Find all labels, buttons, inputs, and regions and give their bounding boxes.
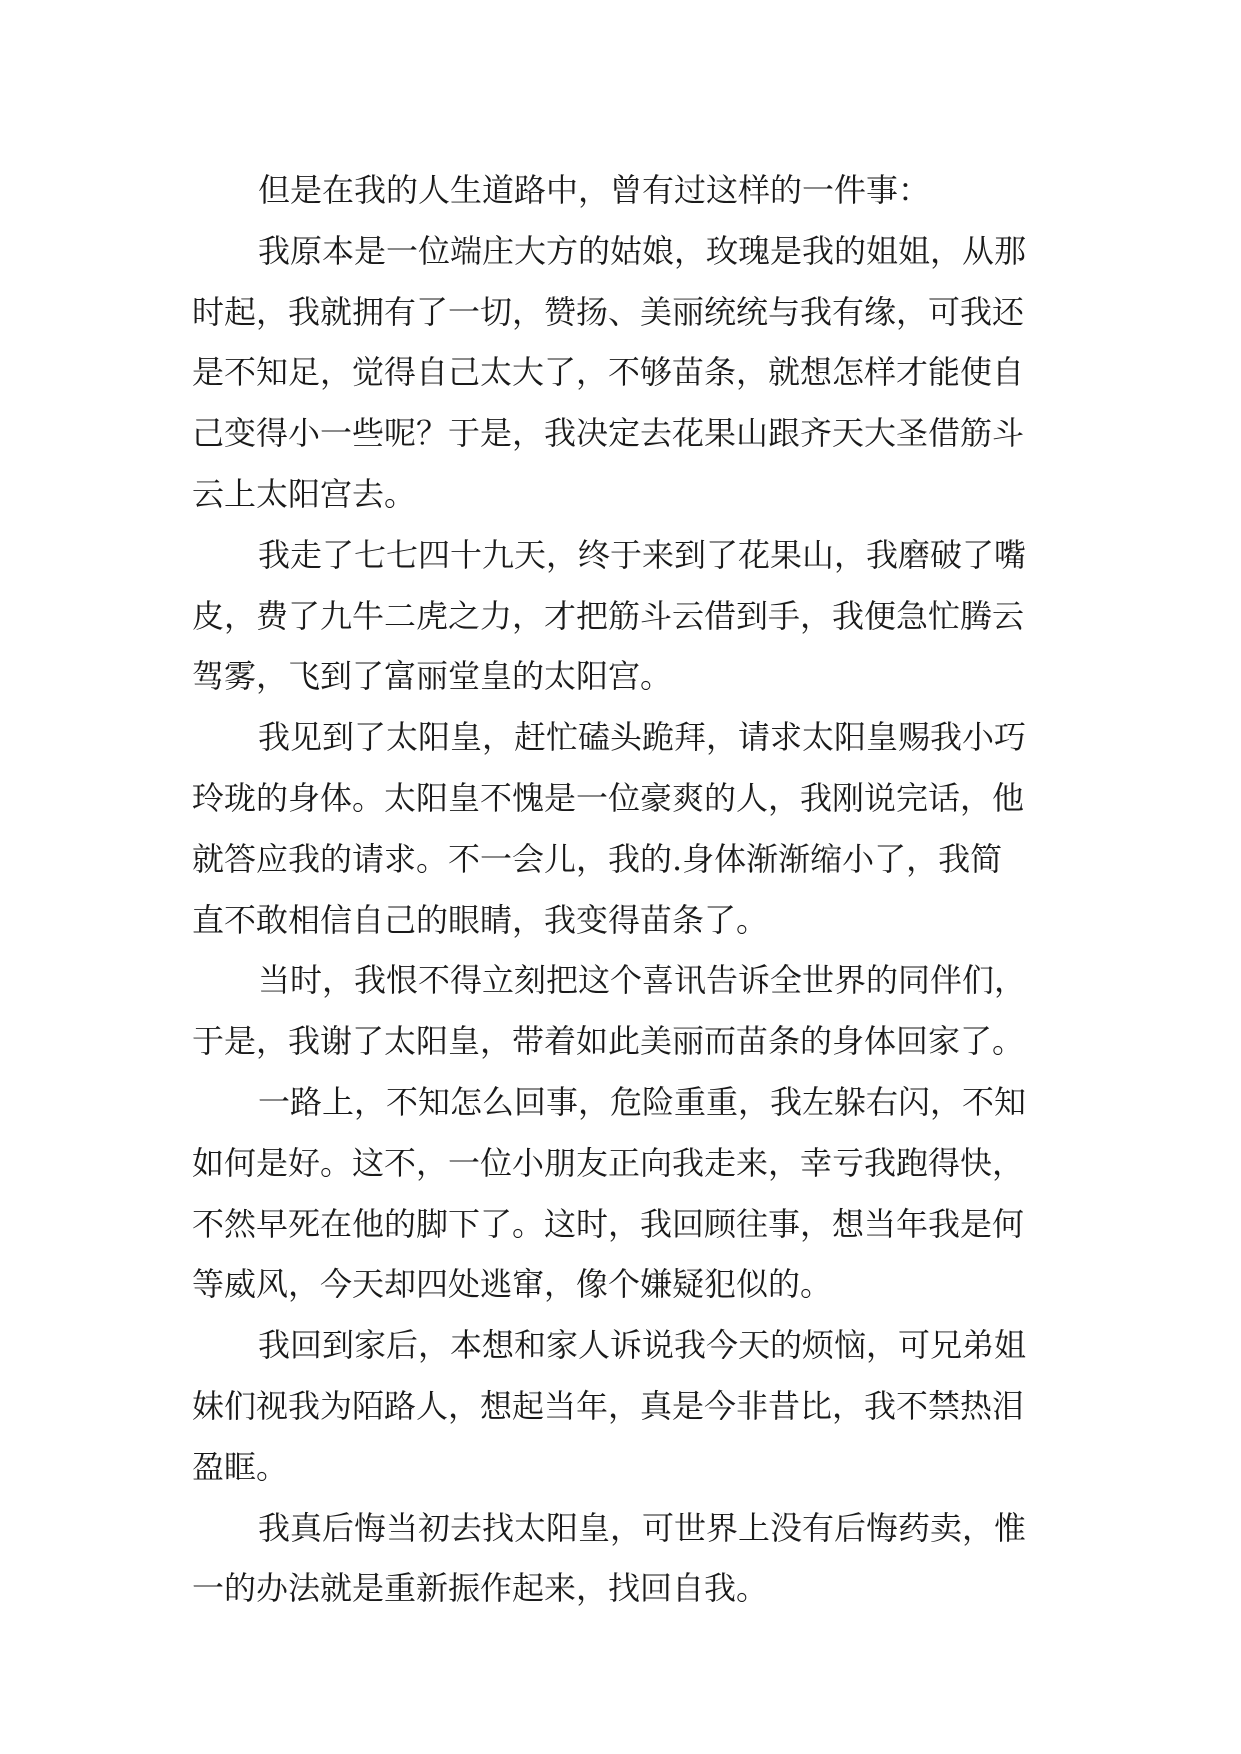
paragraph-6: 一路上，不知怎么回事，危险重重，我左躲右闪，不知 如何是好。这不，一位小朋友正向我走来，幸亏我跑得快， 不然早死在他的脚下了。这时，我回顾往事，想当年我是何 等威风，今天却四处逃窜，像个嫌疑犯似的。: [192, 1082, 1027, 1304]
paragraph-7: 我回到家后，本想和家人诉说我今天的烦恼，可兄弟姐 妹们视我为陌路人，想起当年，真是今非昔比，我不禁热泪 盈眶。: [192, 1326, 1027, 1486]
paragraph-5: 当时，我恨不得立刻把这个喜讯告诉全世界的同伴们， 于是，我谢了太阳皇，带着如此美丽而苗条的身体回家了。: [192, 961, 1027, 1061]
paragraph-8: 我真后悔当初去找太阳皇，可世界上没有后悔药卖，惟 一的办法就是重新振作起来，找回自我。: [192, 1508, 1027, 1608]
paragraph-4: 我见到了太阳皇，赶忙磕头跪拜，请求太阳皇赐我小巧 玲珑的身体。太阳皇不愧是一位豪爽的人，我刚说完话，他 就答应我的请求。不一会儿，我的.身体渐渐缩小了，我简 直不敢相信自己的眼睛，我变得苗条了。: [192, 718, 1027, 939]
paragraph-3: 我走了七七四十九天，终于来到了花果山，我磨破了嘴 皮，费了九牛二虎之力，才把筋斗云借到手，我便急忙腾云 驾雾，飞到了富丽堂皇的太阳宫。: [192, 535, 1027, 696]
body-text: [192, 160, 1072, 1619]
paragraph-2: 我原本是一位端庄大方的姑娘，玫瑰是我的姐姐，从那 时起，我就拥有了一切，赞扬、美丽统统与我有缘，可我还 是不知足，觉得自己太大了，不够苗条，就想怎样才能使自 己变得小一些呢？于是，我决定去花果山跟齐天大圣借筋斗 云上太阳宫去。: [192, 231, 1027, 513]
paragraph-1: 但是在我的人生道路中，曾有过这样的一件事：: [258, 171, 931, 209]
